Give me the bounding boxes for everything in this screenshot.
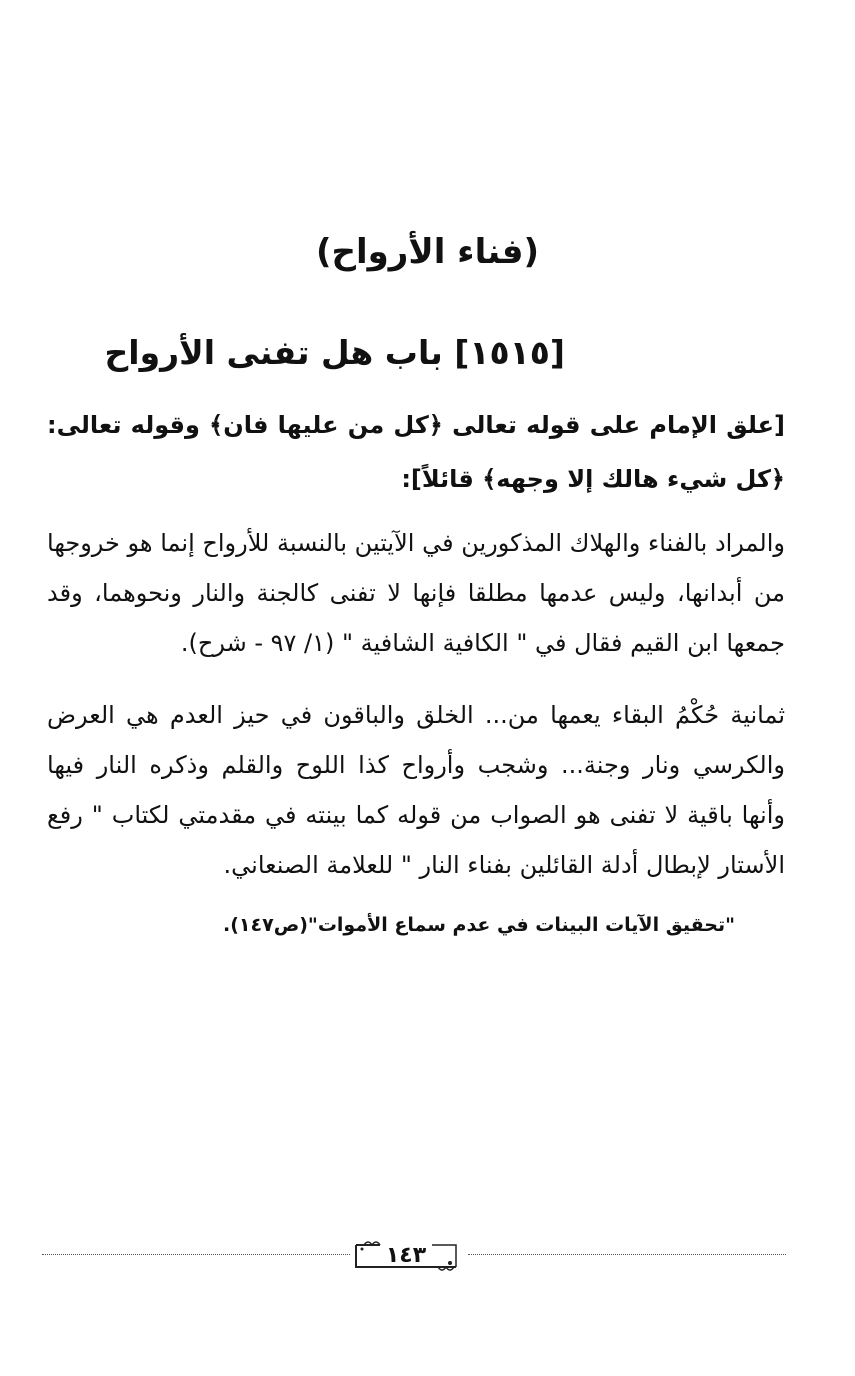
section-heading: [١٥١٥] باب هل تفنى الأرواح: [104, 333, 565, 372]
poem-paragraph: ثمانية حُكْمُ البقاء يعمها من... الخلق والباقون في حيز العدم هي العرض والكرسي ونار وجنة... وشجب وأرواح كذا اللوح والقلم وذكره النار فيها وأنها باقية لا تفنى هو الصواب من قوله كما بينته في مقدمتي لكتاب " رفع الأستار لإبطال أدلة القائلين بفناء النار " للعلامة الصنعاني.: [47, 701, 785, 879]
intro-note: [علق الإمام على قوله تعالى ﴿كل من عليها فان﴾ وقوله تعالى: ﴿كل شيء هالك إلا وجهه﴾ قائلاً]:: [47, 411, 785, 493]
page-number: ١٤٣: [385, 1243, 427, 1268]
body-paragraph: والمراد بالفناء والهلاك المذكورين في الآيتين بالنسبة للأرواح إنما هو خروجها من أبدانها، وليس عدمها مطلقا فإنها لا تفنى كالجنة والنار ونحوهما، وقد جمعها ابن القيم فقال في " الكافية الشافية " (١/ ٩٧ - شرح).: [47, 529, 785, 657]
footer-rule-left: [42, 1254, 350, 1255]
chapter-title: (فناء الأرواح): [315, 232, 540, 272]
footer-rule-right: [468, 1254, 786, 1255]
source-citation: "تحقيق الآيات البينات في عدم سماع الأموات"(ص١٤٧).: [222, 914, 735, 936]
page-number-frame: [350, 1237, 462, 1275]
